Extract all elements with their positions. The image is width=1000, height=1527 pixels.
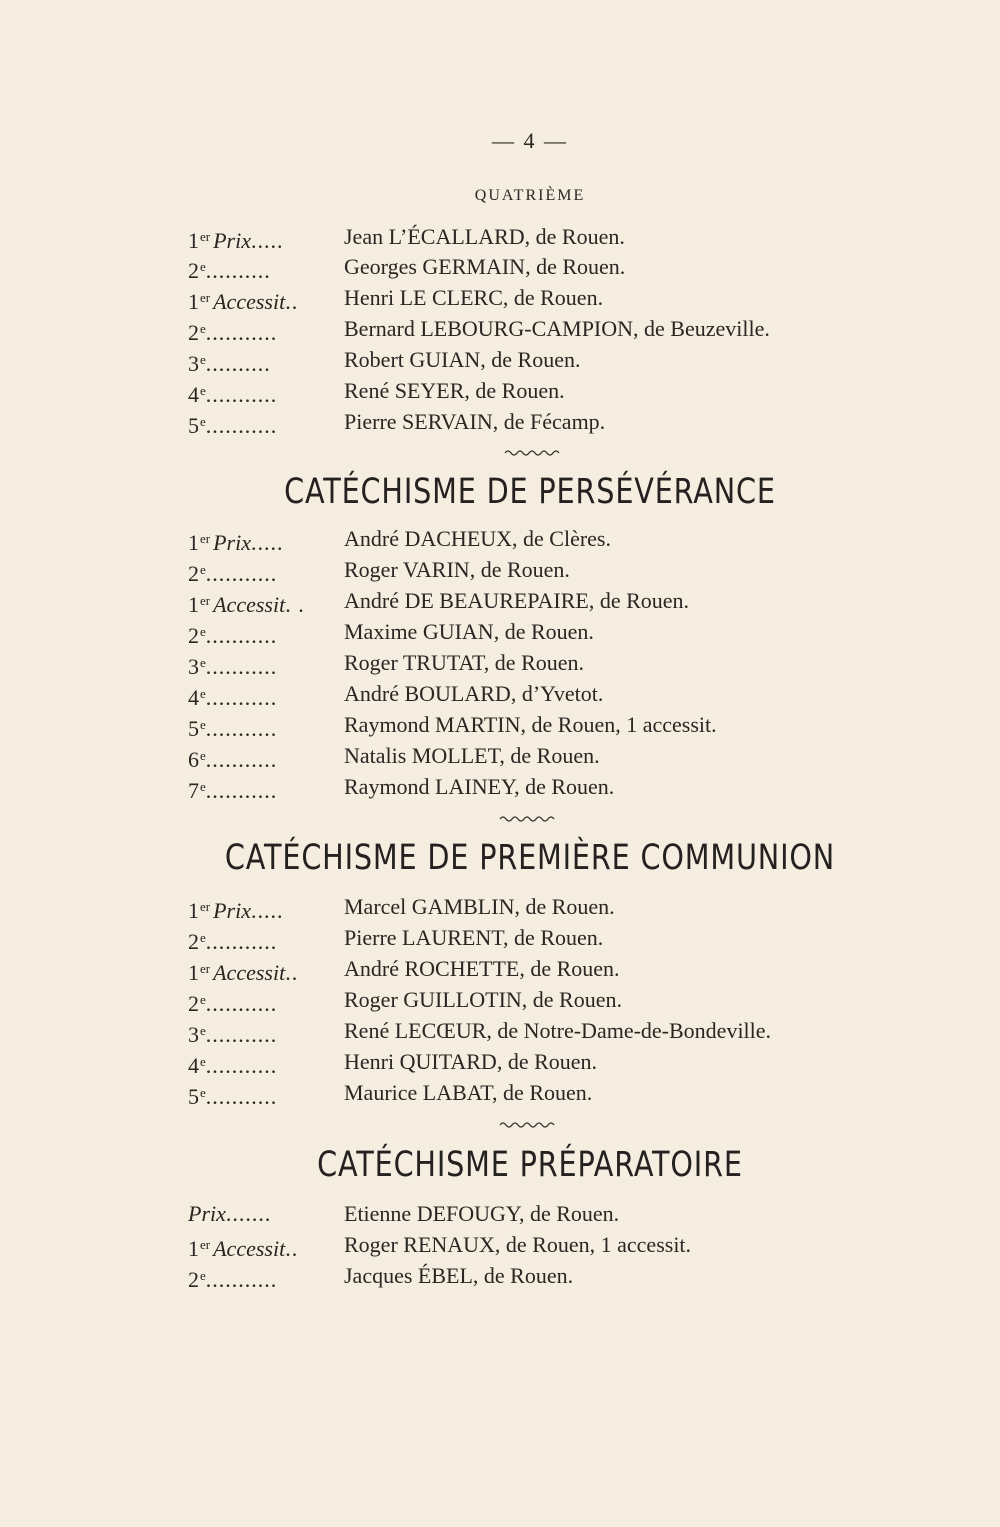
entry-rank-superscript: e <box>200 414 206 429</box>
entry-rank-number: 7 <box>188 778 199 803</box>
entry-rank <box>188 524 340 558</box>
entry-rank <box>188 892 340 926</box>
entry-name: Maxime GUIAN, de Rouen. <box>344 619 594 644</box>
entry-name: Roger TRUTAT, de Rouen. <box>344 650 585 675</box>
entry-name: Jacques ÉBEL, de Rouen. <box>344 1263 574 1288</box>
entry-name: Bernard LEBOURG-CAMPION, de Beuzeville. <box>344 316 770 341</box>
section-heading-quatrieme: QUATRIÈME <box>474 187 586 204</box>
entry-name: Raymond MARTIN, de Rouen, 1 accessit. <box>344 712 717 737</box>
entry-rank-number: 3 <box>188 654 199 679</box>
entry-name: Roger RENAUX, de Rouen, 1 accessit. <box>344 1232 692 1257</box>
entry-rank-leader: .......... <box>205 258 271 283</box>
entry-name: Henri LE CLERC, de Rouen. <box>344 285 604 310</box>
entry-rank <box>188 648 340 682</box>
entry-rank-superscript: e <box>200 321 206 336</box>
entry-rank-number: 3 <box>188 351 199 376</box>
entry-rank-superscript: e <box>200 655 206 670</box>
entry-name: Pierre SERVAIN, de Fécamp. <box>344 409 606 434</box>
entry-rank-superscript: er <box>200 229 211 244</box>
entry-rank <box>188 252 340 286</box>
entry-rank-leader: ....... <box>225 1201 272 1226</box>
entry-rank-superscript: e <box>200 352 206 367</box>
entry-rank-leader: ........... <box>205 716 278 741</box>
entry-rank-number: 1 <box>188 530 199 555</box>
entry-rank-label: Prix <box>213 228 251 253</box>
entry-rank-superscript: e <box>200 259 206 274</box>
entry-name: Robert GUIAN, de Rouen. <box>344 347 581 372</box>
entry-name: Roger VARIN, de Rouen. <box>344 557 570 582</box>
entry-rank-leader: ........... <box>205 654 278 679</box>
entry-rank-superscript: e <box>200 686 206 701</box>
entry-rank-leader: ..... <box>251 530 284 555</box>
entry-rank-label: Accessit <box>213 289 286 314</box>
entry-rank-number: 2 <box>188 561 199 586</box>
entry-rank-leader: ........... <box>205 929 278 954</box>
entry-rank-leader: ........... <box>205 561 278 586</box>
entry-rank <box>188 954 340 988</box>
entry-rank-label: Prix <box>213 530 251 555</box>
entry-rank <box>188 345 340 379</box>
entry-name: Natalis MOLLET, de Rouen. <box>344 743 600 768</box>
entry-name: Etienne DEFOUGY, de Rouen. <box>344 1201 620 1226</box>
entry-rank-superscript: e <box>200 562 206 577</box>
entry-name: René SEYER, de Rouen. <box>344 378 565 403</box>
ornament-divider <box>498 1120 558 1128</box>
entry-rank-superscript: e <box>200 1268 206 1283</box>
page-number: — 4 — <box>492 128 568 153</box>
entry-rank <box>188 555 340 589</box>
entry-rank-leader: .. <box>285 960 299 985</box>
entry-rank-superscript: e <box>200 1085 206 1100</box>
entry-rank-number: 3 <box>188 1022 199 1047</box>
entry-rank-superscript: er <box>200 531 211 546</box>
entry-name: André BOULARD, d’Yvetot. <box>344 681 604 706</box>
entry-rank-number: 1 <box>188 592 199 617</box>
entry-rank-leader: ........... <box>205 1053 278 1078</box>
entry-rank-leader: ........... <box>205 623 278 648</box>
entry-name: Georges GERMAIN, de Rouen. <box>344 254 626 279</box>
entry-rank-leader: ........... <box>205 1084 278 1109</box>
entry-rank <box>188 679 340 713</box>
entry-name: Jean L’ÉCALLARD, de Rouen. <box>344 224 625 249</box>
entry-rank-leader: ........... <box>205 747 278 772</box>
entry-rank-number: 5 <box>188 413 199 438</box>
entry-rank-superscript: er <box>200 1237 211 1252</box>
entry-rank-leader: .. <box>285 289 299 314</box>
entry-rank-number: 4 <box>188 685 199 710</box>
ornament-divider <box>498 814 558 822</box>
entry-rank <box>188 617 340 651</box>
entry-name: René LECŒUR, de Notre-Dame-de-Bondeville. <box>344 1018 772 1043</box>
entry-rank <box>188 586 340 620</box>
entry-rank-superscript: er <box>200 961 211 976</box>
entry-rank-label: Accessit <box>213 592 286 617</box>
entry-name: André DE BEAUREPAIRE, de Rouen. <box>344 588 690 613</box>
entry-rank-superscript: e <box>200 624 206 639</box>
entry-rank-superscript: er <box>200 593 211 608</box>
entry-rank <box>188 1199 340 1229</box>
entry-rank <box>188 1078 340 1112</box>
entry-rank <box>188 923 340 957</box>
entry-rank <box>188 741 340 775</box>
entry-rank <box>188 376 340 410</box>
entry-rank-number: 1 <box>188 960 199 985</box>
entry-rank-leader: ..... <box>251 228 284 253</box>
entry-rank-leader: ..... <box>251 898 284 923</box>
section-title-premiere-communion: CATÉCHISME DE PREMIÈRE COMMUNION <box>224 838 836 878</box>
entry-name: Marcel GAMBLIN, de Rouen. <box>344 894 615 919</box>
entry-rank-number: 6 <box>188 747 199 772</box>
entry-rank-leader: ........... <box>205 413 278 438</box>
entry-rank <box>188 772 340 806</box>
entry-name: André ROCHETTE, de Rouen. <box>344 956 620 981</box>
entry-rank <box>188 222 340 256</box>
entry-rank-leader: .. <box>285 1236 299 1261</box>
entry-name: Maurice LABAT, de Rouen. <box>344 1080 593 1105</box>
entry-rank-superscript: e <box>200 1054 206 1069</box>
entry-rank-leader: .......... <box>205 351 271 376</box>
entry-rank-superscript: e <box>200 748 206 763</box>
entry-name: Roger GUILLOTIN, de Rouen. <box>344 987 622 1012</box>
section-title-preparatoire: CATÉCHISME PRÉPARATOIRE <box>317 1145 743 1185</box>
entry-rank <box>188 314 340 348</box>
entry-rank-number: 4 <box>188 382 199 407</box>
entry-rank <box>188 985 340 1019</box>
entry-rank-number: 2 <box>188 320 199 345</box>
entry-rank <box>188 407 340 441</box>
entry-rank-number: 2 <box>188 1267 199 1292</box>
entry-rank-label: Prix <box>188 1201 226 1226</box>
entry-rank-superscript: er <box>200 290 211 305</box>
entry-rank <box>188 1016 340 1050</box>
entry-rank-superscript: e <box>200 717 206 732</box>
entry-rank-leader: ........... <box>205 1022 278 1047</box>
ornament-divider <box>503 448 563 456</box>
entry-rank-number: 2 <box>188 929 199 954</box>
entry-rank-number: 5 <box>188 716 199 741</box>
entry-rank-leader: ........... <box>205 991 278 1016</box>
entry-rank-superscript: e <box>200 779 206 794</box>
entry-rank-number: 5 <box>188 1084 199 1109</box>
entry-rank-leader: ........... <box>205 1267 278 1292</box>
entry-rank-superscript: e <box>200 383 206 398</box>
entry-name: Henri QUITARD, de Rouen. <box>344 1049 598 1074</box>
entry-name: Pierre LAURENT, de Rouen. <box>344 925 604 950</box>
entry-name: Raymond LAINEY, de Rouen. <box>344 774 615 799</box>
entry-rank-leader: . . <box>285 592 305 617</box>
entry-rank-superscript: e <box>200 930 206 945</box>
entry-rank <box>188 710 340 744</box>
entry-rank-number: 1 <box>188 289 199 314</box>
section-title-perseverance: CATÉCHISME DE PERSÉVÉRANCE <box>284 472 776 512</box>
entry-rank-number: 1 <box>188 1236 199 1261</box>
entry-rank-leader: ........... <box>205 382 278 407</box>
entry-rank-leader: ........... <box>205 685 278 710</box>
entry-rank-leader: ........... <box>205 778 278 803</box>
entry-rank-number: 1 <box>188 228 199 253</box>
entry-rank-number: 2 <box>188 623 199 648</box>
entry-rank-superscript: e <box>200 1023 206 1038</box>
entry-rank-leader: ........... <box>205 320 278 345</box>
entry-rank-number: 2 <box>188 258 199 283</box>
entry-rank-label: Accessit <box>213 1236 286 1261</box>
entry-rank-number: 1 <box>188 898 199 923</box>
entry-name: André DACHEUX, de Clères. <box>344 526 611 551</box>
entry-rank <box>188 1047 340 1081</box>
entry-rank-label: Prix <box>213 898 251 923</box>
entry-rank-label: Accessit <box>213 960 286 985</box>
entry-rank-superscript: er <box>200 899 211 914</box>
entry-rank <box>188 1230 340 1264</box>
entry-rank <box>188 1261 340 1295</box>
entry-rank-superscript: e <box>200 992 206 1007</box>
entry-rank-number: 4 <box>188 1053 199 1078</box>
entry-rank-number: 2 <box>188 991 199 1016</box>
entry-rank <box>188 283 340 317</box>
